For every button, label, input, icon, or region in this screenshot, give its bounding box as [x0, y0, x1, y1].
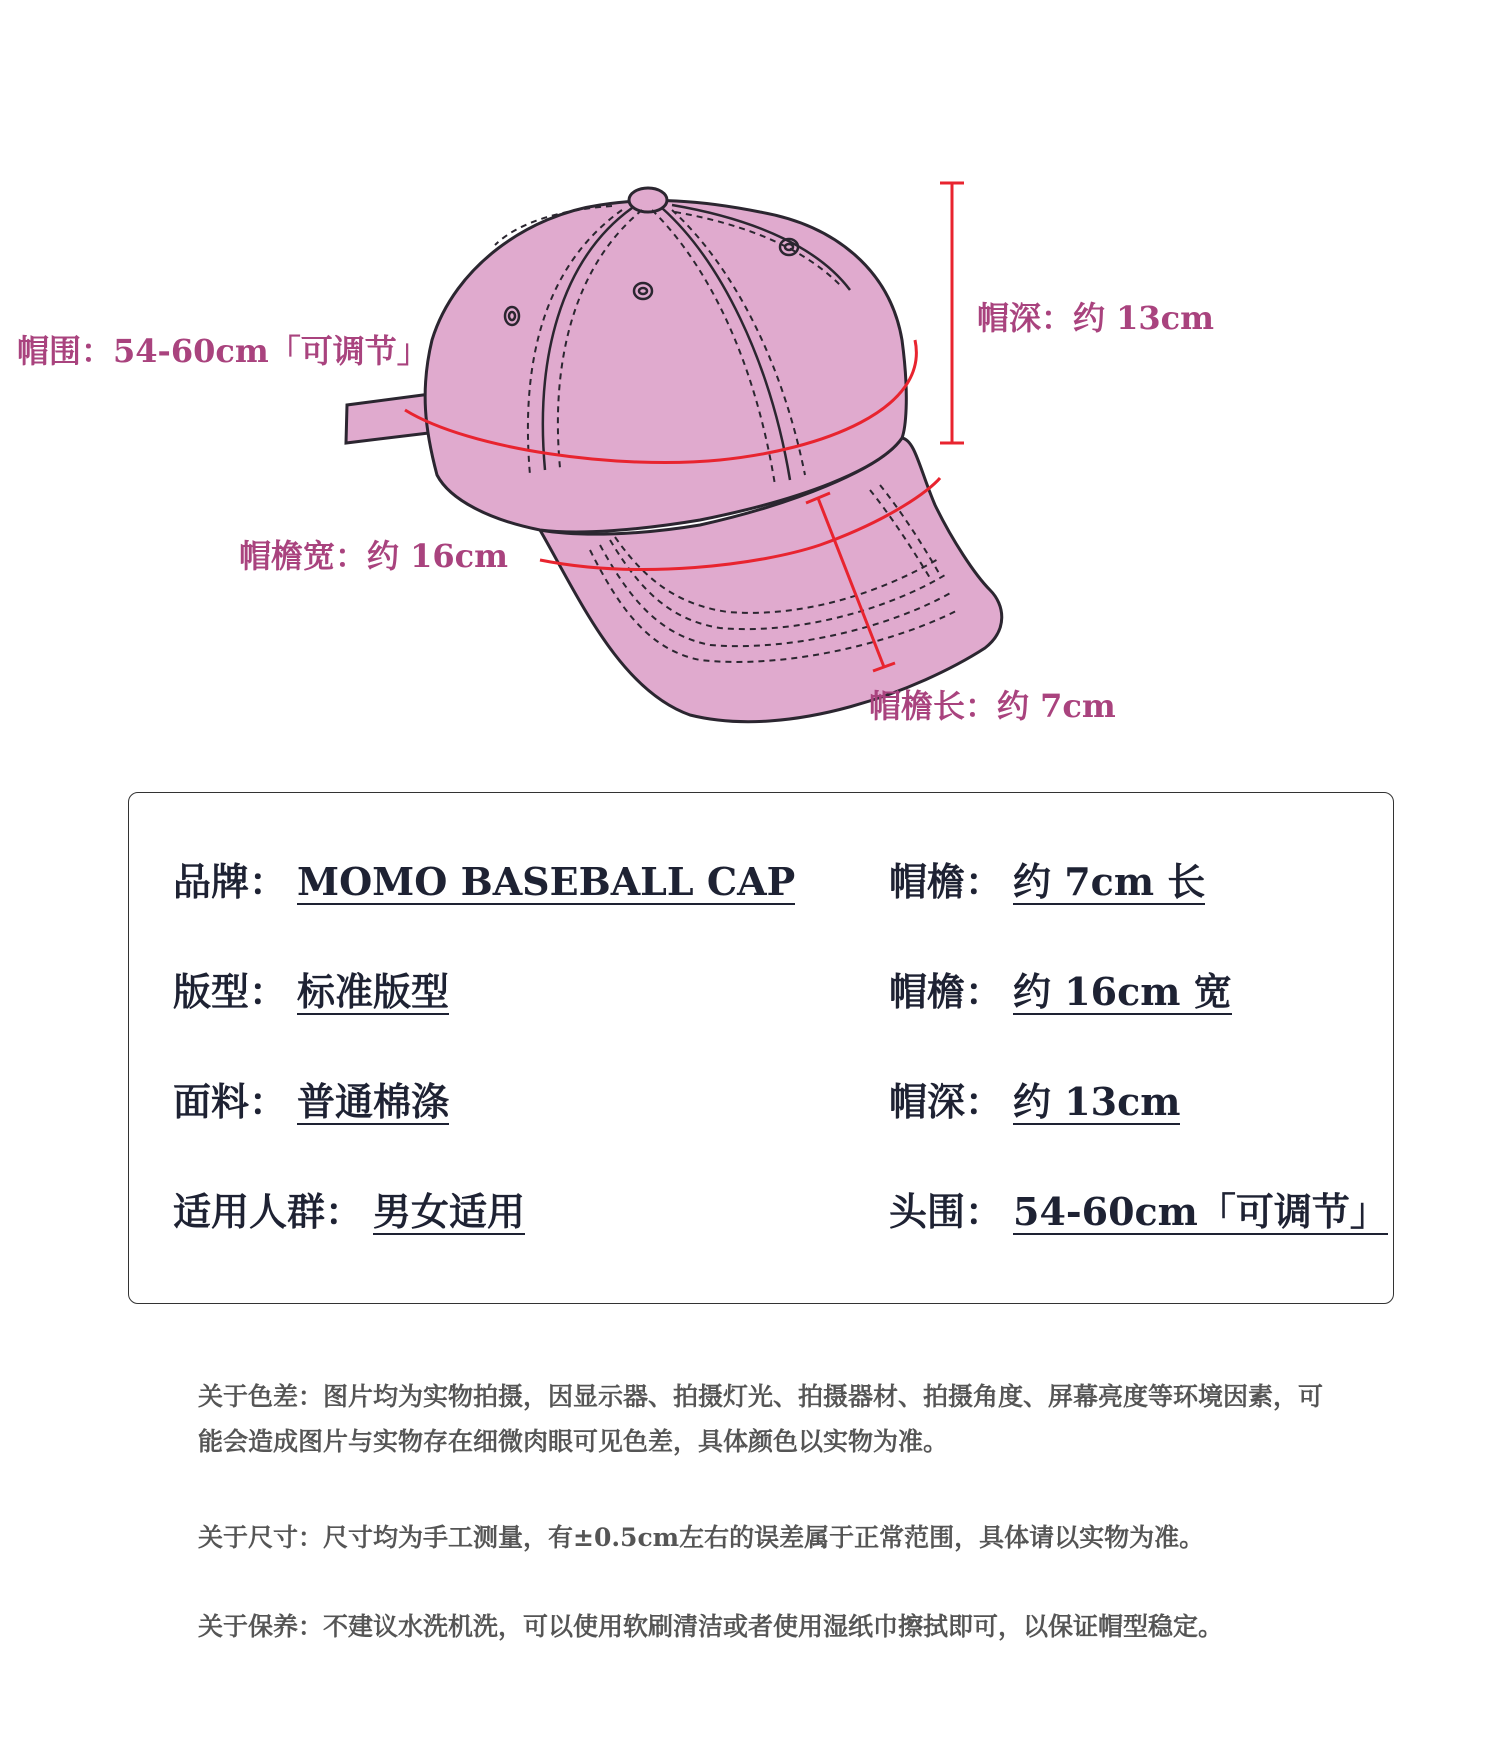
cap-button [629, 188, 667, 212]
depth-line [940, 183, 964, 443]
spec-value: 约 16cm 宽 [1013, 969, 1232, 1014]
spec-depth [889, 1079, 1181, 1125]
spec-table [128, 792, 1394, 1304]
spec-fit [173, 969, 450, 1015]
spec-value: 男女适用 [373, 1189, 526, 1234]
spec-value: 普通棉涤 [297, 1079, 450, 1124]
circumference-label: 帽围：54-60cm「可调节」 [17, 332, 429, 370]
spec-audience [173, 1189, 526, 1235]
spec-key: 头围： [889, 1189, 1004, 1234]
spec-value: 约 13cm [1013, 1079, 1181, 1124]
spec-value: MOMO BASEBALL CAP [297, 859, 796, 904]
cap-crown [425, 201, 906, 532]
spec-key: 版型： [173, 969, 288, 1014]
depth-label: 帽深：约 13cm [977, 299, 1215, 337]
spec-key: 帽檐： [889, 859, 1004, 904]
spec-brand [173, 859, 796, 905]
spec-key: 面料： [173, 1079, 288, 1124]
spec-key: 适用人群： [173, 1189, 364, 1234]
note-color: 关于色差：图片均为实物拍摄，因显示器、拍摄灯光、拍摄器材、拍摄角度、屏幕亮度等环境因素，可能会造成图片与实物存在细微肉眼可见色差，具体颜色以实物为准。 [198, 1382, 1324, 1456]
spec-head-circ [889, 1189, 1388, 1235]
spec-brim-length [889, 859, 1206, 905]
spec-key: 品牌： [173, 859, 288, 904]
spec-value: 54-60cm「可调节」 [1013, 1189, 1388, 1234]
cap-diagram [0, 0, 1500, 760]
spec-key: 帽深： [889, 1079, 1004, 1124]
spec-brim-width [889, 969, 1232, 1015]
spec-value: 标准版型 [297, 969, 450, 1014]
note-size: 关于尺寸：尺寸均为手工测量，有±0.5cm左右的误差属于正常范围，具体请以实物为准。 [198, 1523, 1205, 1552]
brim-width-label: 帽檐宽：约 16cm [239, 537, 509, 575]
brim-length-label: 帽檐长：约 7cm [869, 687, 1116, 725]
spec-fabric [173, 1079, 450, 1125]
note-care: 关于保养：不建议水洗机洗，可以使用软刷清洁或者使用湿纸巾擦拭即可，以保证帽型稳定。 [198, 1612, 1224, 1641]
spec-key: 帽檐： [889, 969, 1004, 1014]
spec-value: 约 7cm 长 [1013, 859, 1206, 904]
